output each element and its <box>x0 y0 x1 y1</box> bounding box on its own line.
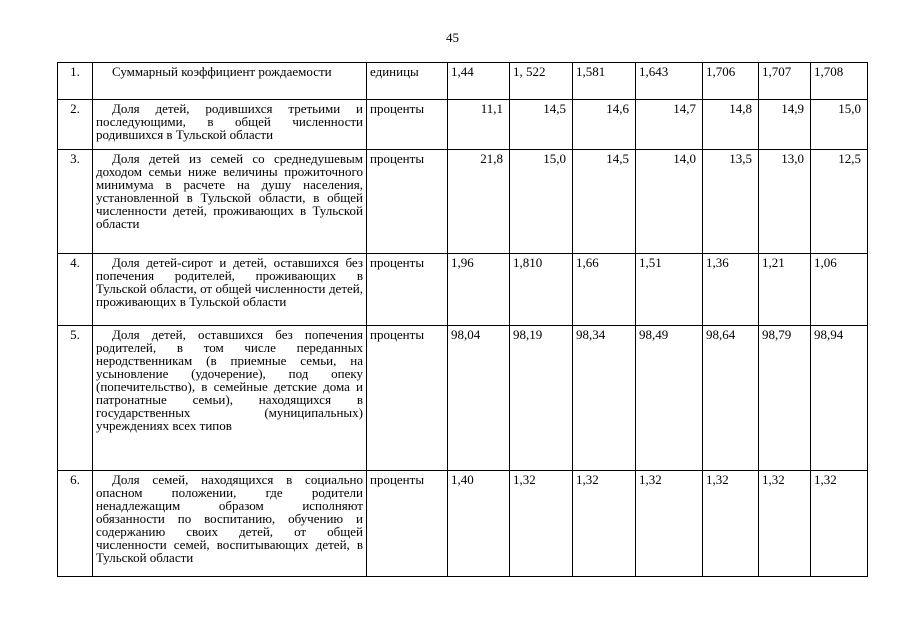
indicator-description: Доля детей из семей со среднедушевым доходом семьи ниже величины прожиточного минимума в расчете на душу населения, установленной в Тульской области, в общей численности детей, проживающих в Тульской области <box>93 150 367 254</box>
value-cell: 11,1 <box>448 100 510 150</box>
value-cell: 1,40 <box>448 471 510 577</box>
value-cell: 14,0 <box>636 150 703 254</box>
indicator-description: Доля детей, родившихся третьими и последующими, в общей численности родившихся в Тульской области <box>93 100 367 150</box>
value-cell: 1,32 <box>703 471 759 577</box>
value-cell: 14,7 <box>636 100 703 150</box>
value-cell: 15,0 <box>811 100 868 150</box>
row-number: 5. <box>58 326 93 471</box>
value-cell: 98,64 <box>703 326 759 471</box>
value-cell: 1,707 <box>759 63 811 100</box>
unit-cell: проценты <box>367 471 448 577</box>
table-row <box>58 100 868 150</box>
value-cell: 1,581 <box>573 63 636 100</box>
value-cell: 98,34 <box>573 326 636 471</box>
value-cell: 98,94 <box>811 326 868 471</box>
table-row <box>58 63 868 100</box>
value-cell: 1,32 <box>759 471 811 577</box>
row-number: 4. <box>58 254 93 326</box>
indicator-description: Доля семей, находящихся в социально опасном положении, где родители ненадлежащим образом исполняют обязанности по воспитанию, обучению и содержанию своих детей, от общей численности семей, воспитывающих детей, в Тульской области <box>93 471 367 577</box>
value-cell: 1,51 <box>636 254 703 326</box>
row-number: 6. <box>58 471 93 577</box>
value-cell: 14,6 <box>573 100 636 150</box>
value-cell: 14,5 <box>510 100 573 150</box>
row-number: 1. <box>58 63 93 100</box>
value-cell: 21,8 <box>448 150 510 254</box>
value-cell: 1,706 <box>703 63 759 100</box>
indicator-description: Доля детей-сирот и детей, оставшихся без попечения родителей, проживающих в Тульской области, от общей численности детей, проживающих в Тульской области <box>93 254 367 326</box>
value-cell: 14,5 <box>573 150 636 254</box>
value-cell: 1,36 <box>703 254 759 326</box>
table-row <box>58 254 868 326</box>
value-cell: 1,66 <box>573 254 636 326</box>
table-row <box>58 326 868 471</box>
value-cell: 14,8 <box>703 100 759 150</box>
value-cell: 13,0 <box>759 150 811 254</box>
indicators-table <box>57 62 868 577</box>
value-cell: 98,79 <box>759 326 811 471</box>
unit-cell: проценты <box>367 100 448 150</box>
row-number: 2. <box>58 100 93 150</box>
indicator-description: Доля детей, оставшихся без попечения родителей, в том числе переданных неродственникам (в приемные семьи, на усыновление (удочерение), под опеку (попечительство), в семейные детские дома и патронатные семьи), находящихся в государственных (муниципальных) учреждениях всех типов <box>93 326 367 471</box>
table-body <box>58 63 868 577</box>
value-cell: 12,5 <box>811 150 868 254</box>
value-cell: 1,44 <box>448 63 510 100</box>
page-number: 45 <box>446 30 459 45</box>
value-cell: 98,49 <box>636 326 703 471</box>
row-number: 3. <box>58 150 93 254</box>
unit-cell: проценты <box>367 254 448 326</box>
value-cell: 1, 522 <box>510 63 573 100</box>
value-cell: 14,9 <box>759 100 811 150</box>
value-cell: 15,0 <box>510 150 573 254</box>
value-cell: 1,21 <box>759 254 811 326</box>
value-cell: 13,5 <box>703 150 759 254</box>
value-cell: 1,06 <box>811 254 868 326</box>
unit-cell: проценты <box>367 150 448 254</box>
value-cell: 1,643 <box>636 63 703 100</box>
value-cell: 1,32 <box>811 471 868 577</box>
table-row <box>58 471 868 577</box>
table-row <box>58 150 868 254</box>
value-cell: 1,96 <box>448 254 510 326</box>
unit-cell: единицы <box>367 63 448 100</box>
unit-cell: проценты <box>367 326 448 471</box>
indicator-description: Суммарный коэффициент рождаемости <box>93 63 367 100</box>
value-cell: 1,32 <box>636 471 703 577</box>
value-cell: 1,708 <box>811 63 868 100</box>
value-cell: 1,32 <box>510 471 573 577</box>
value-cell: 1,32 <box>573 471 636 577</box>
value-cell: 98,19 <box>510 326 573 471</box>
value-cell: 1,810 <box>510 254 573 326</box>
value-cell: 98,04 <box>448 326 510 471</box>
